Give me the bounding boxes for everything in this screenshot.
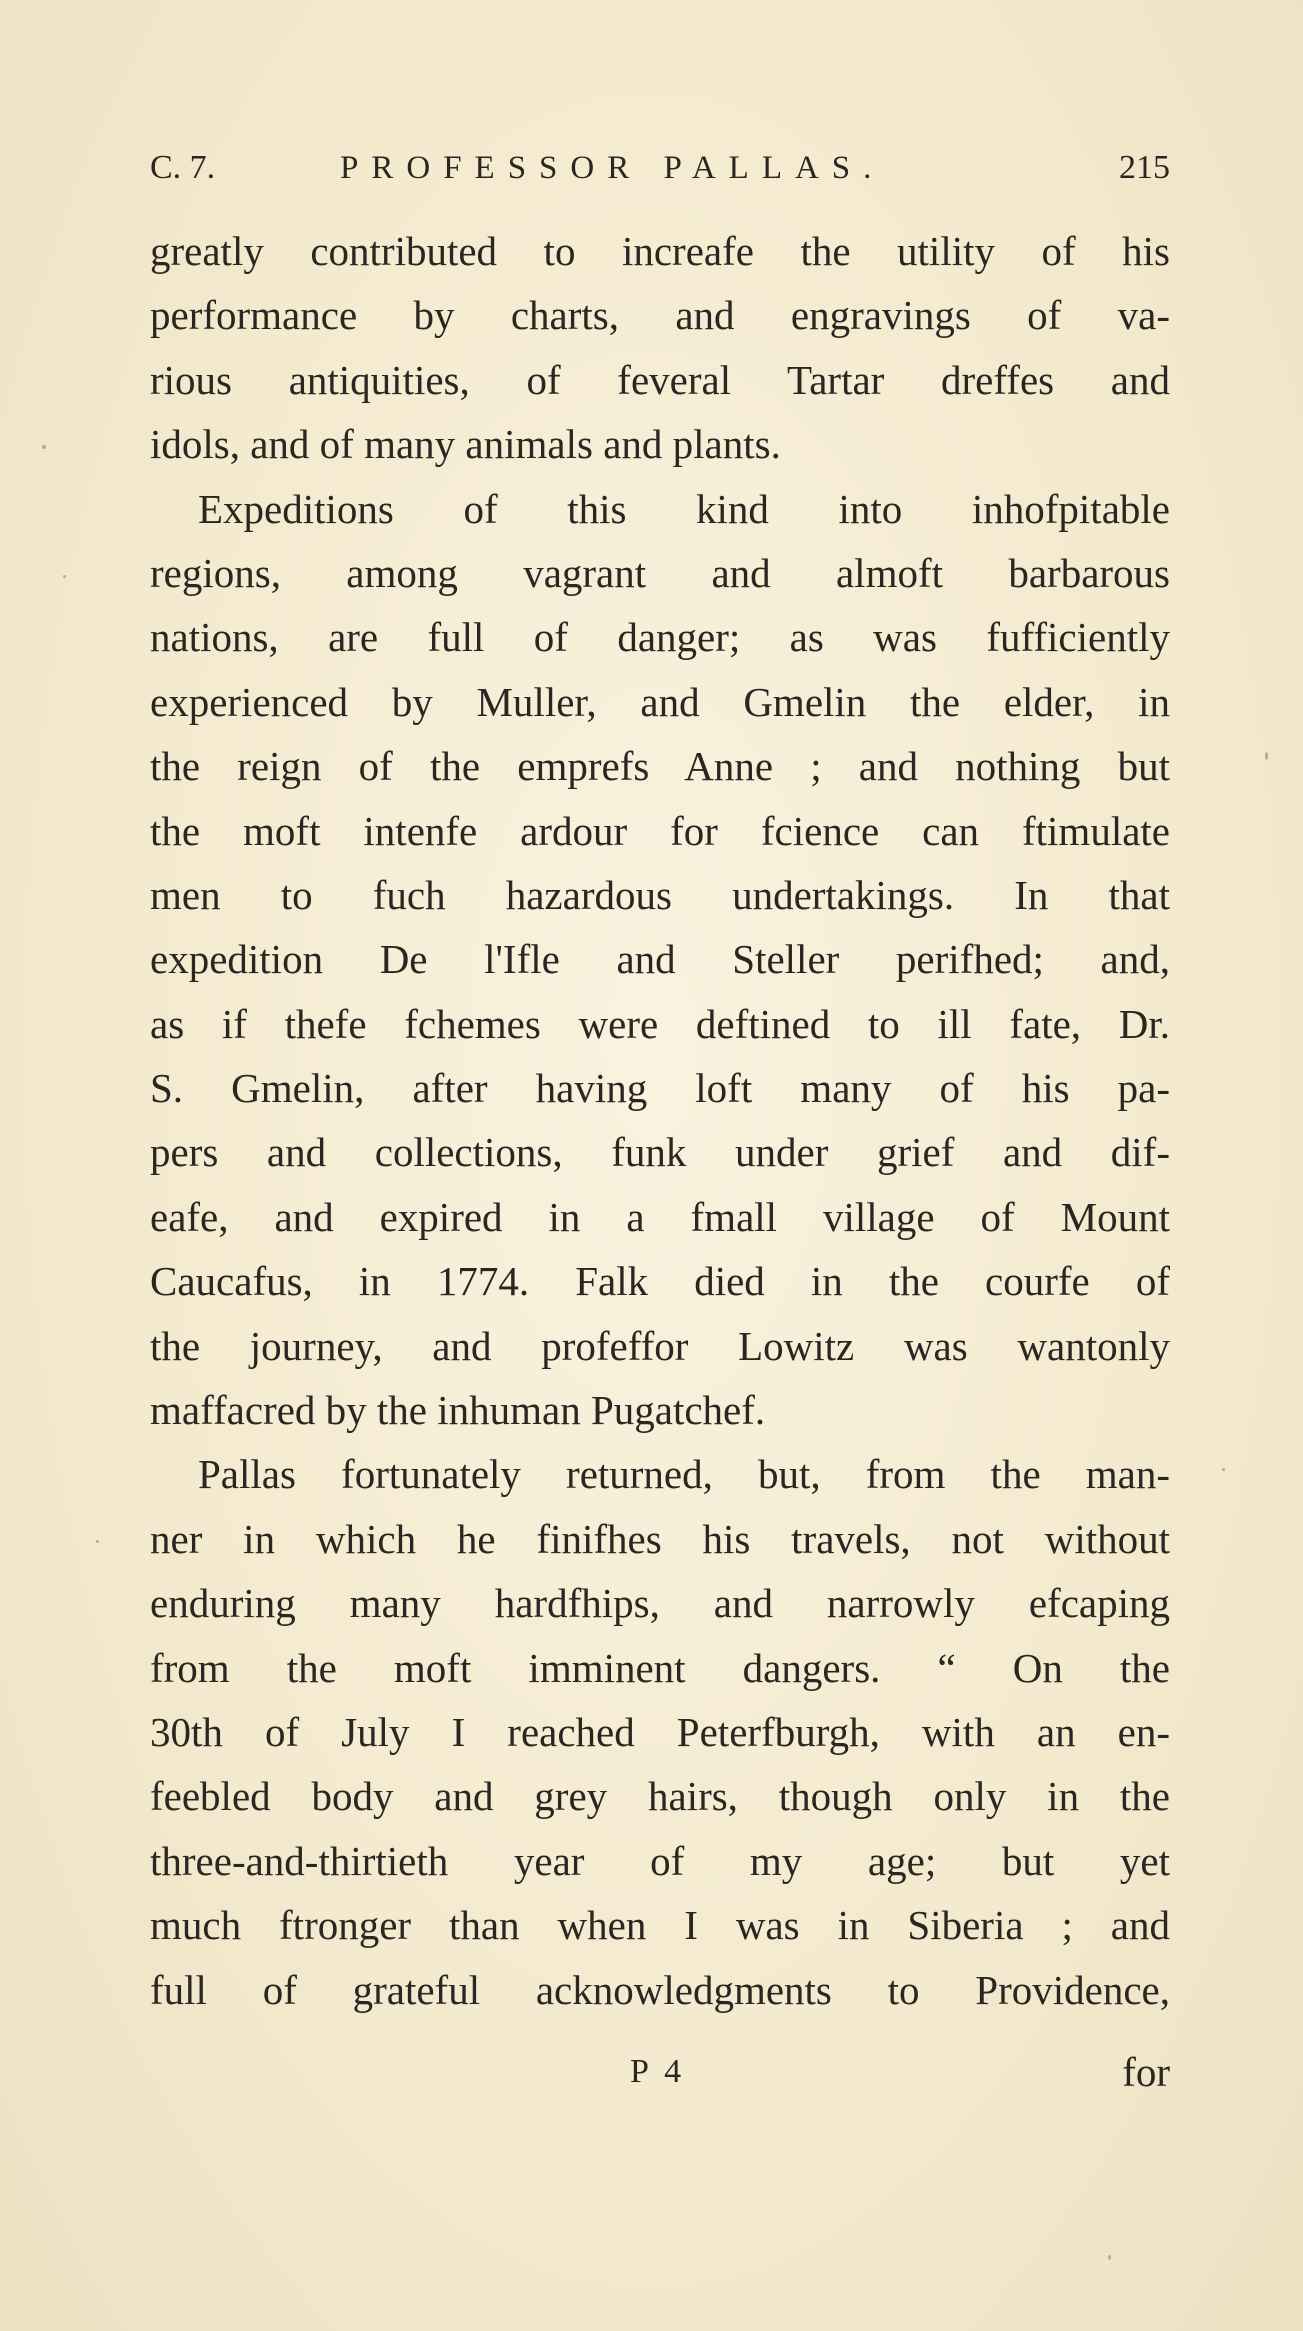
text-line: idols, and of many animals and plants. xyxy=(150,421,781,468)
text-line: as if thefe fchemes were deftined to ill fate, Dr. xyxy=(150,1000,1170,1047)
text-line: nations, are full of danger; as was fufficiently xyxy=(150,614,1170,661)
text-line: enduring many hardfhips, and narrowly efcaping xyxy=(150,1580,1170,1627)
text-line: from the moft imminent dangers. “ On the xyxy=(150,1644,1170,1691)
text-line: the journey, and profeffor Lowitz was wantonly xyxy=(150,1322,1170,1369)
text-line: full of grateful acknowledgments to Providence, xyxy=(150,1966,1170,2013)
text-line: S. Gmelin, after having loft many of his pa- xyxy=(150,1065,1170,1112)
chapter-label: C. 7. xyxy=(150,149,216,186)
text-line: rious antiquities, of feveral Tartar dreffes and xyxy=(150,356,1170,403)
text-line: ner in which he finifhes his travels, not without xyxy=(150,1515,1170,1562)
text-line: feebled body and grey hairs, though only in the xyxy=(150,1773,1170,1820)
paper-speck xyxy=(1222,1468,1225,1471)
paper-speck xyxy=(1108,2255,1111,2260)
text-line: much ftronger than when I was in Siberia ; and xyxy=(150,1902,1170,1949)
text-line: greatly contributed to increafe the utility of his xyxy=(150,228,1170,274)
running-header xyxy=(150,138,1170,198)
page-number: 215 xyxy=(1119,149,1170,186)
text-line: pers and collections, funk under grief and dif- xyxy=(150,1129,1170,1176)
paper-speck xyxy=(63,575,66,578)
paper-speck xyxy=(42,445,46,449)
text-line: Pallas fortunately returned, but, from the man- xyxy=(198,1451,1170,1498)
paper-speck xyxy=(96,1540,99,1543)
signature-mark: P 4 xyxy=(630,2053,686,2090)
text-line: regions, among vagrant and almoft barbarous xyxy=(150,549,1170,596)
text-line: expedition De l'Ifle and Steller perifhed; and, xyxy=(150,936,1170,983)
text-line: Expeditions of this kind into inhofpitable xyxy=(198,485,1170,532)
paper-speck xyxy=(1265,752,1268,760)
text-line: 30th of July I reached Peterfburgh, with an en- xyxy=(150,1708,1170,1755)
text-line: the moft intenfe ardour for fcience can ftimulate xyxy=(150,807,1170,854)
catchword: for xyxy=(1122,2049,1170,2095)
page-footer xyxy=(150,2042,1170,2102)
text-line: maffacred by the inhuman Pugatchef. xyxy=(150,1387,766,1434)
text-line: Caucafus, in 1774. Falk died in the courfe of xyxy=(150,1258,1170,1305)
text-line: experienced by Muller, and Gmelin the elder, in xyxy=(150,678,1170,725)
text-line: men to fuch hazardous undertakings. In that xyxy=(150,871,1170,918)
running-title: PROFESSOR PALLAS. xyxy=(340,150,885,186)
text-line: the reign of the emprefs Anne ; and nothing but xyxy=(150,743,1170,790)
text-line: performance by charts, and engravings of va- xyxy=(150,292,1170,339)
body-text xyxy=(150,219,1170,2022)
text-line: three-and-thirtieth year of my age; but yet xyxy=(150,1837,1170,1884)
text-line: eafe, and expired in a fmall village of Mount xyxy=(150,1193,1170,1240)
